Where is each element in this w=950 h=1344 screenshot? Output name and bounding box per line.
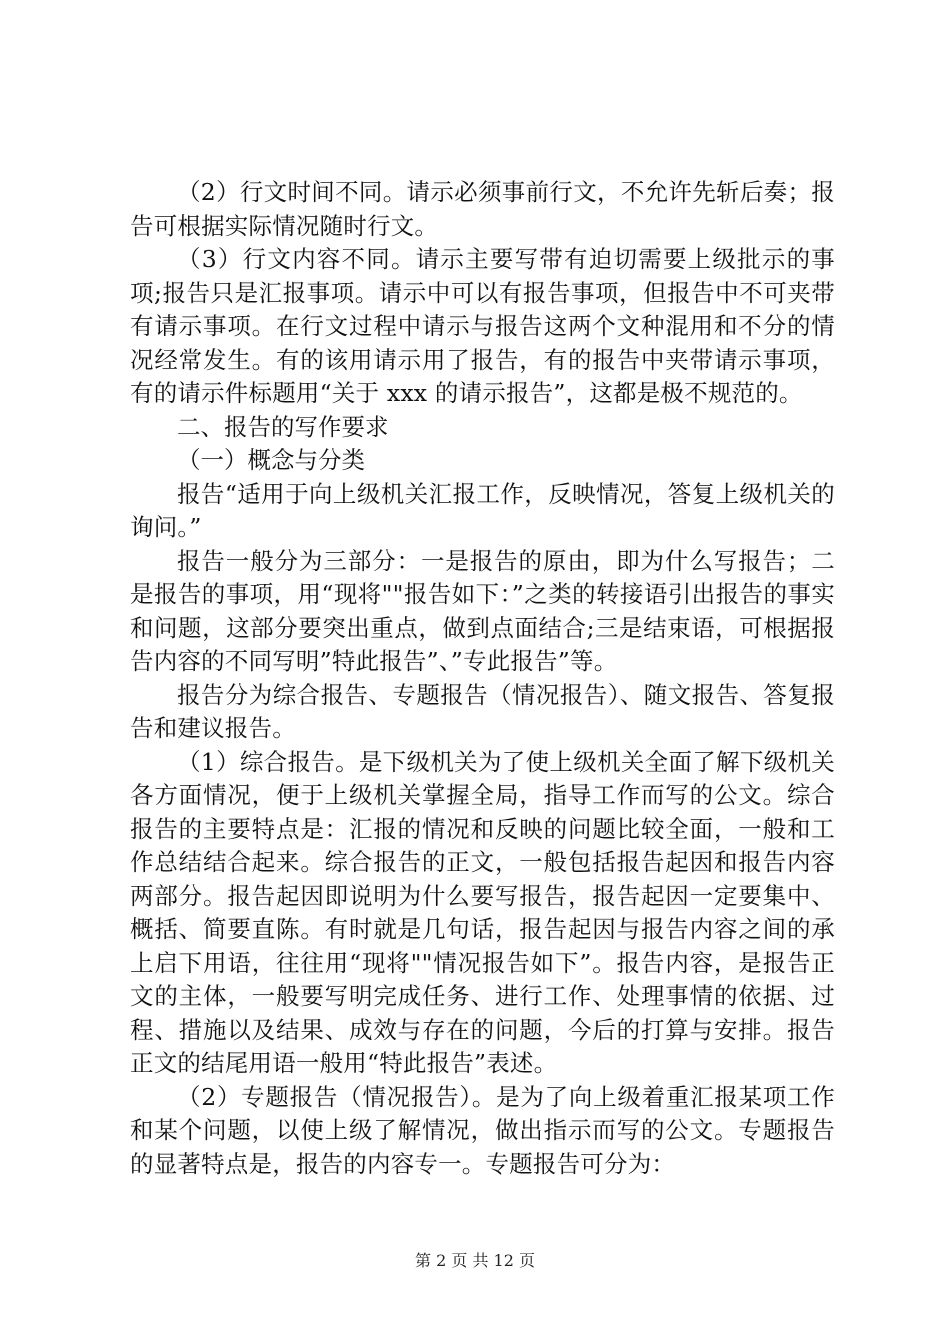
page-number-footer: 第 2 页 共 12 页 xyxy=(415,1251,535,1270)
paragraph-types: 报告分为综合报告、专题报告（情况报告）、随文报告、答复报告和建议报告。 xyxy=(130,680,835,742)
paragraph-time-difference: （2）行文时间不同。请示必须事前行文，不允许先斩后奏；报告可根据实际情况随时行文。 xyxy=(130,178,835,240)
subsection-heading: （一）概念与分类 xyxy=(177,446,365,474)
paragraph-structure: 报告一般分为三部分：一是报告的原由，即为什么写报告；二是报告的事项，用“现将""报告如下：”之类的转接语引出报告的事实和问题，这部分要突出重点，做到点面结合;三是结束语，可根据报告内容的不同写明”特此报告”、”专此报告”等。 xyxy=(130,546,835,675)
paragraph-comprehensive-report: （1）综合报告。是下级机关为了使上级机关全面了解下级机关各方面情况，便于上级机关掌握全局，指导工作而写的公文。综合报告的主要特点是：汇报的情况和反映的问题比较全面，一般和工作总结结合起来。综合报告的正文，一般包括报告起因和报告内容两部分。报告起因即说明为什么要写报告，报告起因一定要集中、概括、简要直陈。有时就是几句话，报告起因与报告内容之间的承上启下用语，往往用“现将""情况报告如下”。报告内容，是报告正文的主体，一般要写明完成任务、进行工作、处理事情的依据、过程、措施以及结果、成效与存在的问题，今后的打算与安排。报告正文的结尾用语一般用“特此报告”表述。 xyxy=(130,747,835,1077)
paragraph-definition: 报告“适用于向上级机关汇报工作，反映情况，答复上级机关的询问。” xyxy=(130,479,835,541)
paragraph-content-difference: （3）行文内容不同。请示主要写带有迫切需要上级批示的事项;报告只是汇报事项。请示中可以有报告事项，但报告中不可夹带有请示事项。在行文过程中请示与报告这两个文种混用和不分的情况经常发生。有的该用请示用了报告，有的报告中夹带请示事项，有的请示件标题用“关于 xxx 的请示报告”，这都是极不规范的。 xyxy=(130,245,835,407)
section-heading: 二、报告的写作要求 xyxy=(177,412,389,441)
paragraph-special-report: （2）专题报告（情况报告）。是为了向上级着重汇报某项工作和某个问题，以使上级了解情况，做出指示而写的公文。专题报告的显著特点是，报告的内容专一。专题报告可分为： xyxy=(130,1082,835,1178)
document-body xyxy=(130,176,835,1181)
